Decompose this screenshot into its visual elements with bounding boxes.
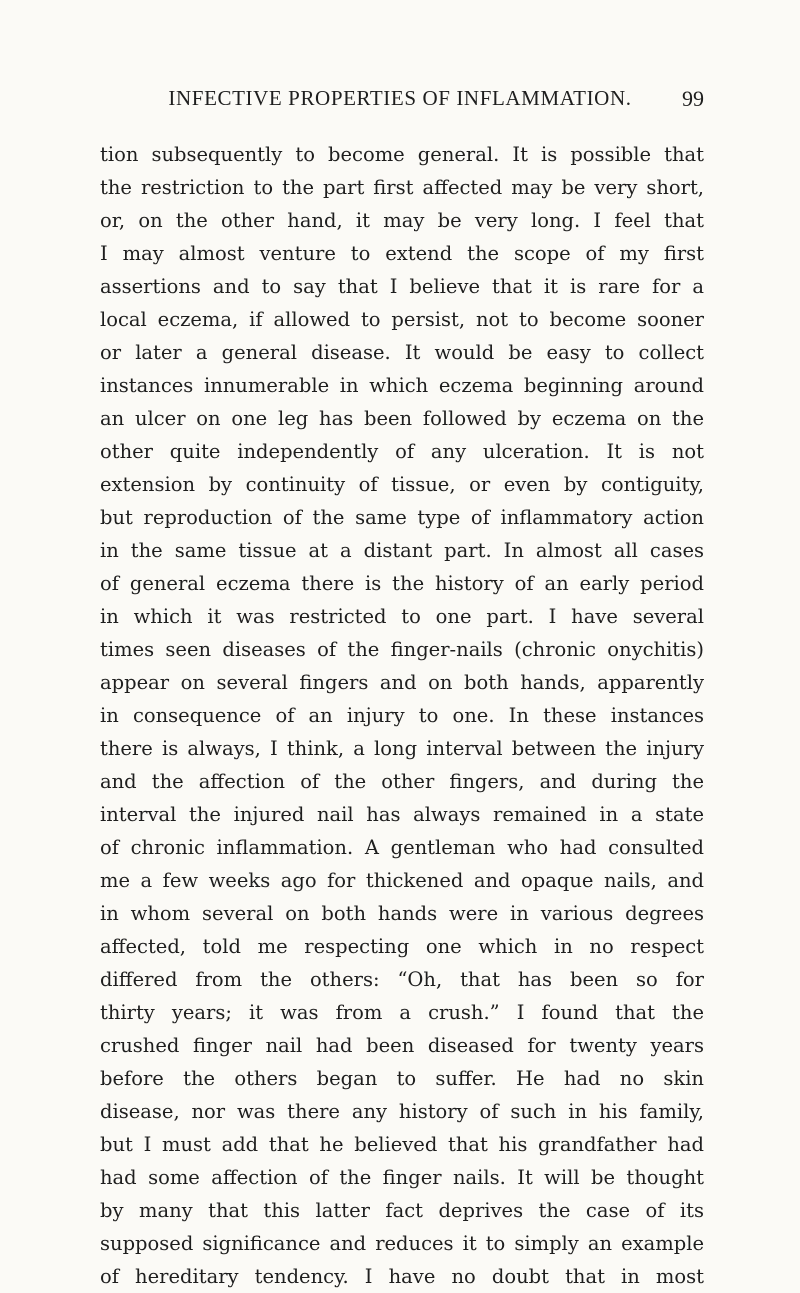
text-line: and the affection of the other fingers, and during the <box>100 770 704 793</box>
text-line: there is always, I think, a long interval between the injury <box>100 737 704 760</box>
text-line: times seen diseases of the finger-nails (chronic onychitis) <box>100 638 704 661</box>
text-line: before the others began to suffer. He had no skin <box>100 1067 704 1090</box>
text-line: an ulcer on one leg has been followed by eczema on the <box>100 407 704 430</box>
text-line: me a few weeks ago for thickened and opaque nails, and <box>100 869 704 892</box>
text-line: of chronic inflammation. A gentleman who had consulted <box>100 836 704 859</box>
text-line: local eczema, if allowed to persist, not to become sooner <box>100 308 704 331</box>
text-line: in consequence of an injury to one. In these instances <box>100 704 704 727</box>
text-line: crushed finger nail had been diseased for twenty years <box>100 1034 704 1057</box>
text-line: instances innumerable in which eczema beginning around <box>100 374 704 397</box>
text-line: had some affection of the finger nails. It will be thought <box>100 1166 704 1189</box>
text-line: by many that this latter fact deprives the case of its <box>100 1199 704 1222</box>
text-line: or later a general disease. It would be easy to collect <box>100 341 704 364</box>
text-line: in the same tissue at a distant part. In almost all cases <box>100 539 704 562</box>
text-line: but reproduction of the same type of inflammatory action <box>100 506 704 529</box>
text-line: extension by continuity of tissue, or even by contiguity, <box>100 473 704 496</box>
text-line: assertions and to say that I believe that it is rare for a <box>100 275 704 298</box>
text-line: I may almost venture to extend the scope of my first <box>100 242 704 265</box>
text-line: in which it was restricted to one part. I have several <box>100 605 704 628</box>
text-line: of general eczema there is the history of an early period <box>100 572 704 595</box>
text-line: of hereditary tendency. I have no doubt that in most <box>100 1265 704 1288</box>
text-line: thirty years; it was from a crush.” I found that the <box>100 1001 704 1024</box>
body-text <box>100 138 704 1293</box>
text-line: in whom several on both hands were in various degrees <box>100 902 704 925</box>
running-head <box>96 86 704 116</box>
text-line: disease, nor was there any history of such in his family, <box>100 1100 704 1123</box>
text-line: supposed significance and reduces it to simply an example <box>100 1232 704 1255</box>
page-number: 99 <box>682 86 704 111</box>
text-line: tion subsequently to become general. It is possible that <box>100 143 704 166</box>
text-line: other quite independently of any ulceration. It is not <box>100 440 704 463</box>
text-line: but I must add that he believed that his grandfather had <box>100 1133 704 1156</box>
text-line: affected, told me respecting one which in no respect <box>100 935 704 958</box>
text-line: appear on several fingers and on both hands, apparently <box>100 671 704 694</box>
text-line: interval the injured nail has always remained in a state <box>100 803 704 826</box>
text-line: or, on the other hand, it may be very long. I feel that <box>100 209 704 232</box>
text-line: the restriction to the part first affected may be very short, <box>100 176 704 199</box>
text-line: differed from the others: “Oh, that has been so for <box>100 968 704 991</box>
running-title: INFECTIVE PROPERTIES OF INFLAMMATION. <box>168 86 632 110</box>
